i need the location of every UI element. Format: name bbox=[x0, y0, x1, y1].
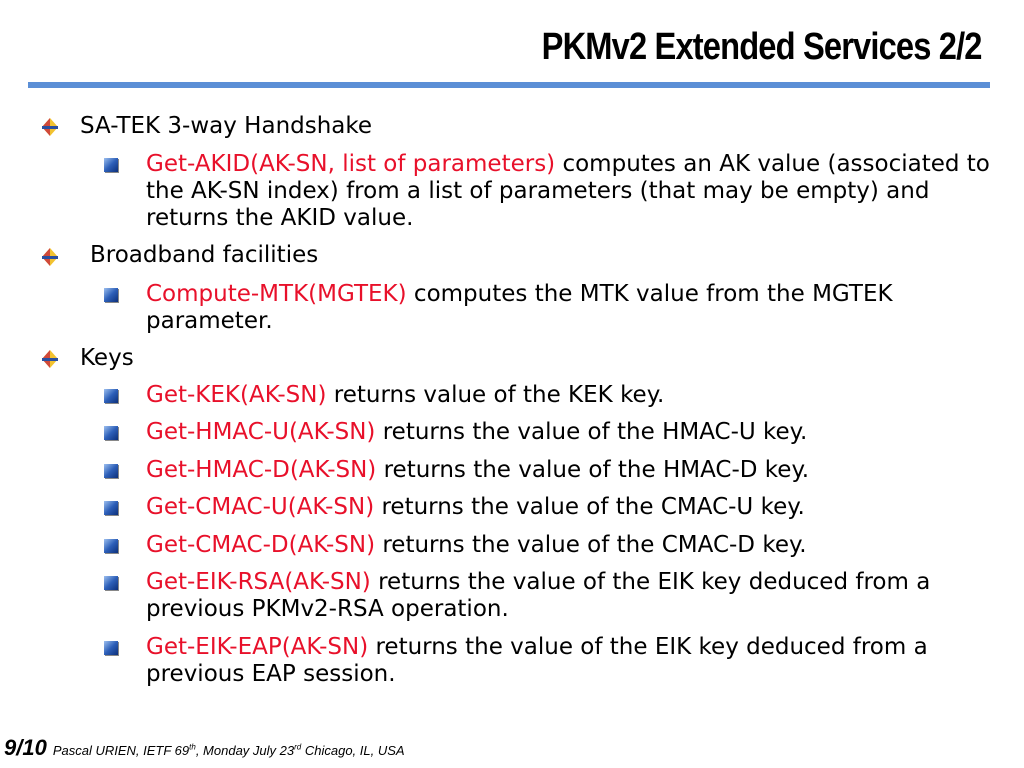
list-item bbox=[146, 382, 996, 409]
section-heading-sa-tek: SA-TEK 3-way Handshake bbox=[80, 113, 373, 139]
function-description: returns value of the KEK key. bbox=[326, 382, 665, 408]
square-bullet-icon bbox=[104, 426, 118, 440]
function-description: returns the value of the HMAC-U key. bbox=[375, 419, 808, 445]
function-description: returns the value of the CMAC-U key. bbox=[374, 494, 805, 520]
square-bullet-icon bbox=[104, 464, 118, 478]
function-name: Get-CMAC-D(AK-SN) bbox=[146, 532, 376, 558]
diamond-bullet-icon bbox=[42, 350, 58, 368]
function-name: Get-AKID(AK-SN, list of parameters) bbox=[146, 151, 556, 177]
page-number: 9/10 bbox=[4, 735, 47, 760]
function-name: Get-HMAC-U(AK-SN) bbox=[146, 419, 376, 445]
function-name: Get-EIK-RSA(AK-SN) bbox=[146, 569, 371, 595]
function-name: Get-HMAC-D(AK-SN) bbox=[146, 457, 377, 483]
list-item bbox=[146, 634, 996, 688]
list-item bbox=[146, 151, 996, 232]
square-bullet-icon bbox=[104, 158, 118, 172]
footer-citation: Pascal URIEN, IETF 69th, Monday July 23rd Chicago, IL, USA bbox=[52, 742, 405, 758]
function-description: returns the value of the EIK key deduced from a previous EAP session. bbox=[146, 634, 928, 687]
list-item bbox=[146, 281, 996, 335]
title-divider bbox=[28, 82, 990, 88]
list-item bbox=[146, 532, 996, 559]
square-bullet-icon bbox=[104, 288, 118, 302]
function-description: returns the value of the CMAC-D key. bbox=[375, 532, 807, 558]
diamond-bullet-icon bbox=[42, 248, 58, 266]
list-item bbox=[146, 494, 996, 521]
slide-footer bbox=[4, 735, 405, 761]
slide-title: PKMv2 Extended Services 2/2 bbox=[542, 26, 982, 68]
function-description: returns the value of the EIK key deduced from a previous PKMv2-RSA operation. bbox=[146, 569, 931, 622]
function-name: Compute-MTK(MGTEK) bbox=[146, 281, 407, 307]
square-bullet-icon bbox=[104, 576, 118, 590]
section-heading-broadband: Broadband facilities bbox=[90, 242, 319, 268]
function-name: Get-KEK(AK-SN) bbox=[146, 382, 327, 408]
function-name: Get-EIK-EAP(AK-SN) bbox=[146, 634, 369, 660]
list-item bbox=[146, 569, 996, 623]
function-description: computes the MTK value from the MGTEK parameter. bbox=[146, 281, 893, 334]
square-bullet-icon bbox=[104, 539, 118, 553]
section-heading-keys: Keys bbox=[80, 345, 134, 371]
function-description: computes an AK value (associated to the AK-SN index) from a list of parameters (that may be empty) and returns the AKID value. bbox=[146, 151, 990, 231]
list-item bbox=[146, 457, 996, 484]
square-bullet-icon bbox=[104, 389, 118, 403]
function-description: returns the value of the HMAC-D key. bbox=[376, 457, 810, 483]
function-name: Get-CMAC-U(AK-SN) bbox=[146, 494, 375, 520]
square-bullet-icon bbox=[104, 641, 118, 655]
diamond-bullet-icon bbox=[42, 118, 58, 136]
square-bullet-icon bbox=[104, 501, 118, 515]
list-item bbox=[146, 419, 996, 446]
